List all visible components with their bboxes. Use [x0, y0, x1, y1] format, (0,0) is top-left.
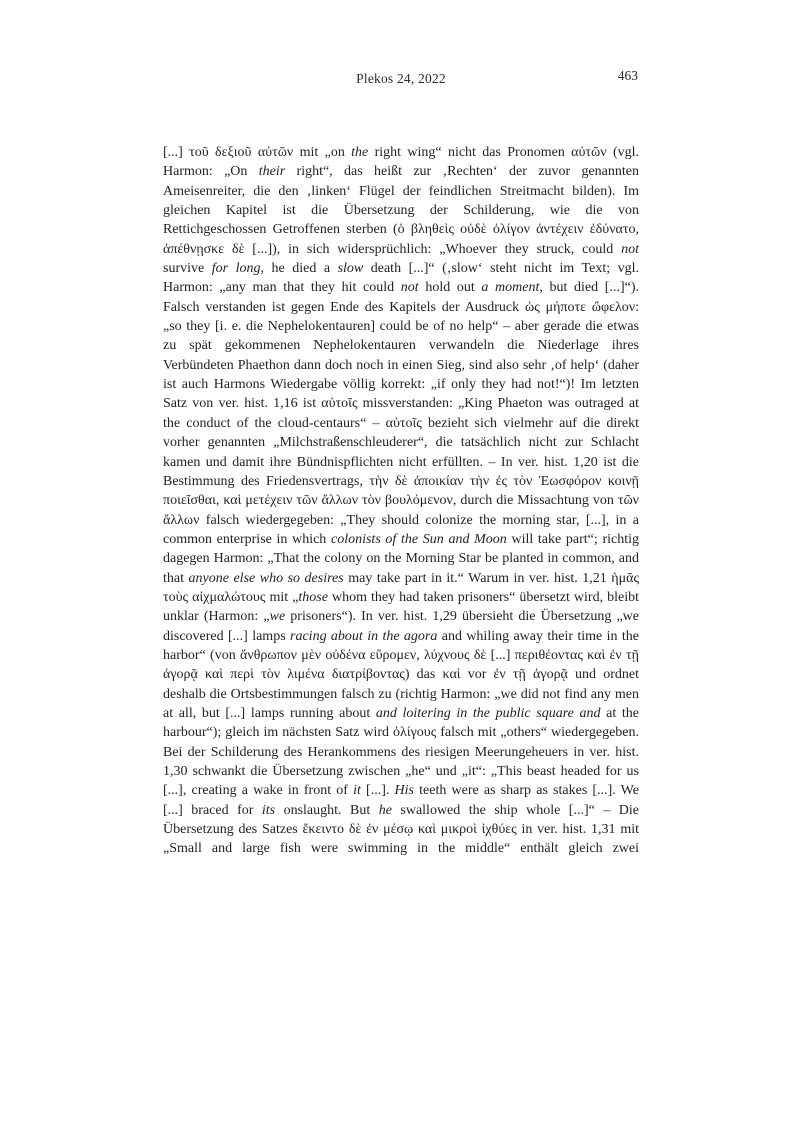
text-run-italic: colonists of the Sun and Moon: [330, 531, 507, 547]
text-run: onslaught. But: [275, 802, 379, 818]
text-run-italic: not: [621, 241, 639, 257]
text-run: and whiling away their time in the harbor“ (von ἄνθρωπον μὲν οὐδένα εὕρομεν, λύχνους δὲ [...] περιθέοντας καὶ ἐν τῇ ἀγορᾷ καὶ περὶ τὸν λιμένα διατρίβοντας) das καὶ vor ἐν τῇ ἀγορᾷ und ordnet deshalb die Ortsbestimmungen falsch zu (richtig Harmon: „we did not find any men at all, but [...] lamps running about: [163, 628, 639, 721]
text-run: may take part in it.“ Warum in ver. hist. 1,21 ἡμᾶς τοὺς αἰχμαλώτους mit „: [163, 570, 640, 605]
page-number: 463: [617, 68, 638, 83]
text-run-italic: a moment: [481, 280, 540, 296]
text-run-italic: and loitering in the public square and: [375, 705, 601, 721]
journal-title: Plekos 24, 2022: [356, 71, 446, 86]
text-run: he died a: [263, 261, 338, 277]
text-run-italic: not: [400, 280, 419, 296]
text-run-italic: slow: [337, 261, 364, 277]
text-run: death [...]“ (‚slow‘ steht nicht im Text; vgl. Harmon: „any man that they hit could: [163, 261, 640, 296]
text-run: hold out: [418, 280, 482, 296]
text-run-italic: His: [394, 783, 414, 799]
running-header: [163, 68, 639, 87]
text-run-italic: we: [269, 609, 286, 625]
text-run: will take part“; richtig dagegen Harmon: „That the colony on the Morning Star be planted in common, and that: [163, 531, 639, 586]
text-run: right“, das heißt zur ‚Rechten‘ der zuvor genannten Ameisenreiter, die den ‚linken‘ Flügel der feindlichen Streitmacht bilden). Im gleichen Kapitel ist die Übersetzung der Schilderung, wie die von Rettichgeschossen Getroffenen sterben (ὁ βληθεὶς οὐδὲ ὀλίγον ἀντέχειν ἐδύνατο, ἀπέθνῃσκε δὲ [...]), in sich widersprüchlich: „Whoever they struck, could: [163, 164, 639, 257]
text-run-italic: the: [351, 145, 369, 160]
text-run-italic: he: [378, 802, 392, 818]
text-run-italic: it: [353, 783, 361, 799]
text-run: [...].: [360, 783, 395, 799]
text-run: at the harbour“); gleich im nächsten Satz wird ὀλίγους falsch mit „others“ wiedergegeben. Bei der Schilderung des Herankommens des riesigen Meerungeheuers in ver. hist. 1,30 schwankt die Übersetzung zwischen „he“ und „it“: „This beast headed for us [...], creating a wake in front of: [163, 705, 639, 799]
text-run: swallowed the ship whole [...]“ – Die Übersetzung des Satzes ἔκειντο δὲ ἐν μέσῳ καὶ μικροὶ ἰχθύες in ver. hist. 1,31 mit „Small and large fish were swimming in the middle“ enthält gleich zwei: [163, 802, 639, 857]
text-run: prisoners“). In ver. hist. 1,29 übersieht die Übersetzung „we discovered [...] lamps: [163, 609, 640, 644]
text-run: [...] τοῦ δεξιοῦ αὐτῶν mit „on: [163, 145, 352, 160]
text-run-italic: for long,: [211, 261, 264, 277]
text-run: survive: [163, 261, 212, 277]
text-run-italic: those: [298, 589, 328, 605]
text-run: whom they had taken prisoners“ übersetzt wird, bleibt unklar (Harmon: „: [163, 589, 639, 625]
text-run-italic: its: [261, 802, 276, 818]
text-run: , but died [...]“). Falsch verstanden ist gegen Ende des Kapitels der Ausdruck ὡς μήποτε ὤφελον: „so they [i. e. die Nephelokentauren] could be of no help“ – aber gerade die etwas zu spät gekommenen Nephelokentauren verwandeln die Niederlage ihres Verbündeten Phaethon dann doch noch in einen Sieg, sind also sehr ‚of help‘ (daher ist auch Harmons Wiedergabe völlig korrekt: „if only they had not!“)! Im letzten Satz von ver. hist. 1,16 ist αὐτοῖς missverstanden: „King Phaeton was outraged at the conduct of the cloud-centaurs“ – αὐτοῖς bezieht sich vielmehr auf die direkt vorher genannten „Milchstraßenschleuderer“, die tatsächlich nicht zur Schlacht kamen und damit ihre Bündnispflichten nicht erfüllten. – In ver. hist. 1,20 ist die Bestimmung des Friedensvertrags, τὴν δὲ ἀποικίαν τὴν ἐς τὸν Ἑωσφόρον κοινῇ ποιεῖσθαι, καὶ μετέχειν τῶν ἄλλων τὸν βουλόμενον, durch die Missachtung von τῶν ἄλλων falsch wiedergegeben: „They should colonize the morning star, [...], in a common enterprise in which: [163, 280, 639, 547]
text-run-italic: racing about in the agora: [290, 628, 438, 644]
text-run: teeth were as sharp as stakes [...]. We [...] braced for: [163, 783, 639, 818]
text-run-italic: anyone else who so desires: [188, 570, 344, 586]
text-run: right wing“ nicht das Pronomen αὐτῶν (vgl. Harmon: „On: [163, 145, 639, 180]
body-paragraph: [163, 143, 639, 859]
text-run-italic: their: [258, 164, 286, 180]
